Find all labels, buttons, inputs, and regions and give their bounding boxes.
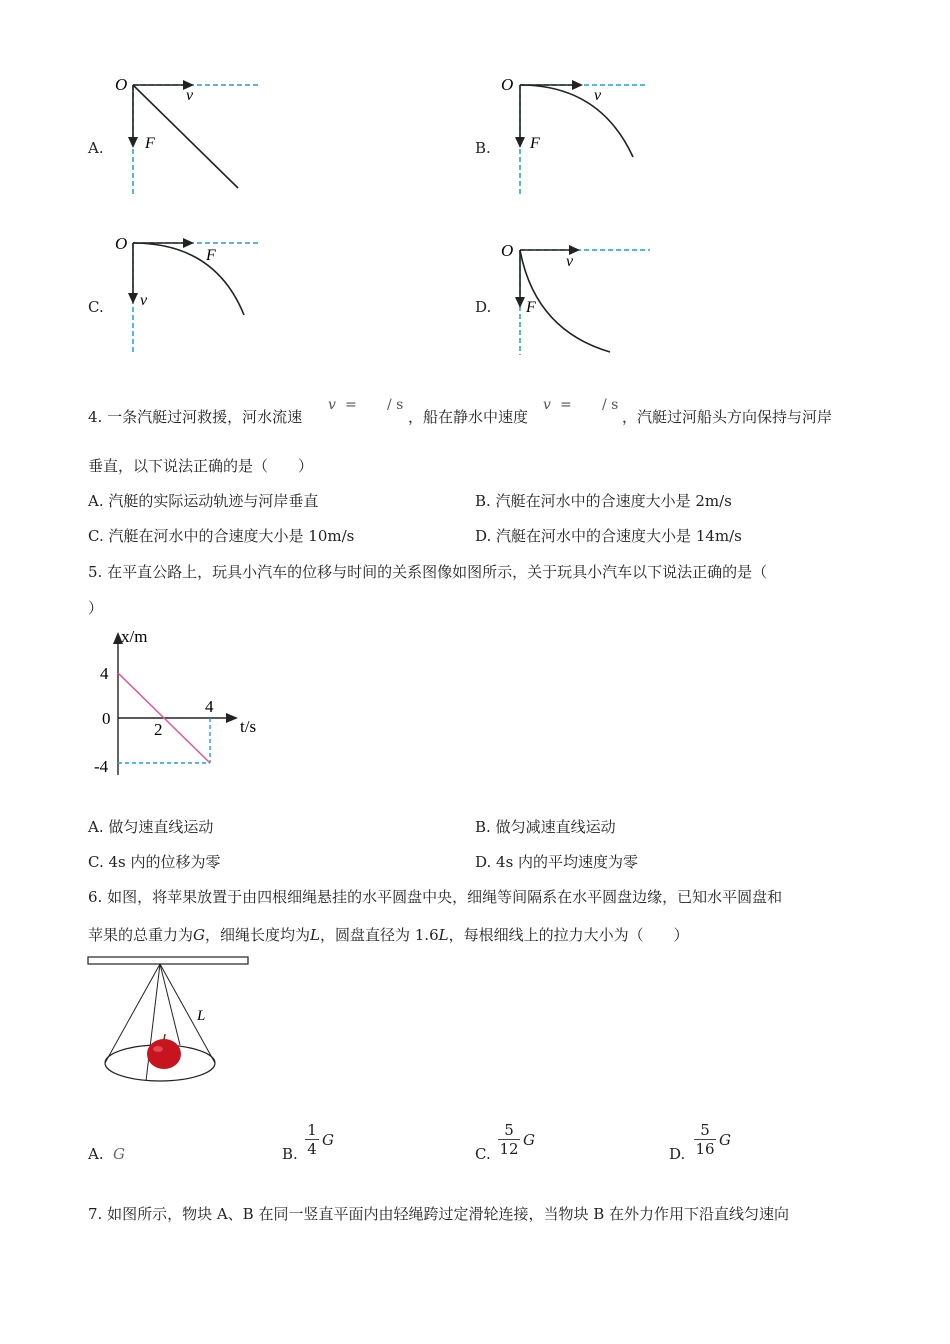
q3-option-a-letter: A. [88,139,104,157]
q3a-top-label: v [186,87,194,104]
q6-option-c-fraction: 5 12 [499,1121,519,1158]
q5-option-a: A. 做匀速直线运动 [88,818,214,836]
q5-xt-graph [90,622,280,782]
q6-option-a-letter: A. [88,1145,104,1163]
q6-option-b-fraction: 1 4 [305,1122,319,1157]
q4-v1-unit: / s [387,397,404,413]
q5-option-c: C. 4s 内的位移为零 [88,853,221,871]
q5-tick-x-4: 4 [205,697,214,716]
q6-option-d-sym: G [719,1131,731,1149]
q6-line2: 苹果的总重力为G，细绳长度均为L，圆盘直径为 1.6L，每根细线上的拉力大小为（ ） [88,926,689,944]
q4-v2-unit: / s [602,397,619,413]
q3-option-b-letter: B. [475,139,491,157]
q6-figure-label: L [197,1008,206,1024]
q3b-origin-label: O [501,75,514,94]
q3-diagram-b [495,70,655,200]
q6-option-b-sym: G [322,1131,334,1149]
q3-option-c-letter: C. [88,298,104,316]
q6-option-c-sym: G [523,1131,535,1149]
q3d-top-label: v [566,253,574,270]
q6-line1: 6. 如图，将苹果放置于由四根细绳悬挂的水平圆盘中央，细绳等间隔系在水平圆盘边缘，已知水平圆盘和 [88,888,783,906]
q6-option-d-letter: D. [669,1145,686,1163]
q6-option-d-fraction: 5 16 [695,1121,715,1158]
q4-option-a: A. 汽艇的实际运动轨迹与河岸垂直 [88,492,319,510]
q5-option-d: D. 4s 内的平均速度为零 [475,853,639,871]
q4-v2-eq: = [560,397,572,413]
q5-option-b: B. 做匀减速直线运动 [475,818,616,836]
q4-option-b: B. 汽艇在河水中的合速度大小是 2m/s [475,492,732,510]
q4-stem-b: ，船在静水中速度 [408,408,529,426]
q3-diagram-d [495,233,655,363]
q4-stem-d: 垂直，以下说法正确的是（ ） [88,457,314,475]
q6-figure [85,952,255,1087]
q5-tick-x-2: 2 [154,720,163,739]
q5-tick-y-4: 4 [100,664,109,683]
q4-v1-eq: = [345,397,357,413]
q4-v1-symbol: v [328,397,336,413]
q5-tick-y-neg4: -4 [94,757,109,776]
q4-stem-a: 4. 一条汽艇过河救援，河水流速 [88,408,303,426]
q7-stem: 7. 如图所示，物块 A、B 在同一竖直平面内由轻绳跨过定滑轮连接，当物块 B 在外力作用下沿直线匀速向 [88,1205,790,1223]
q3-diagram-c [110,228,270,358]
q3b-left-label: F [530,135,540,152]
q6-option-b-letter: B. [282,1145,298,1163]
q4-v2-symbol: v [543,397,551,413]
q6-option-a-sym: G [113,1145,125,1163]
q3c-top-label: F [206,247,216,264]
q3a-origin-label: O [115,75,128,94]
q3-option-d-letter: D. [475,298,492,316]
q5-stem-cont: ） [88,599,104,617]
q4-option-d: D. 汽艇在河水中的合速度大小是 14m/s [475,527,742,545]
q4-option-c: C. 汽艇在河水中的合速度大小是 10m/s [88,527,355,545]
q3d-origin-label: O [501,241,514,260]
q3a-left-label: F [145,135,155,152]
q4-stem-c: ，汽艇过河船头方向保持与河岸 [622,408,833,426]
q5-ylabel: x/m [121,627,148,646]
q3c-left-label: v [140,292,148,309]
q5-xlabel: t/s [240,717,257,736]
q3b-top-label: v [594,87,602,104]
q3c-origin-label: O [115,234,128,253]
q6-option-c-letter: C. [475,1145,491,1163]
apple-icon [147,1039,181,1069]
q5-tick-zero: 0 [102,709,111,728]
q5-stem: 5. 在平直公路上，玩具小汽车的位移与时间的关系图像如图所示，关于玩具小汽车以下说法正确的是（ [88,563,768,581]
q3-diagram-a [110,70,270,200]
q3d-left-label: F [526,299,536,316]
